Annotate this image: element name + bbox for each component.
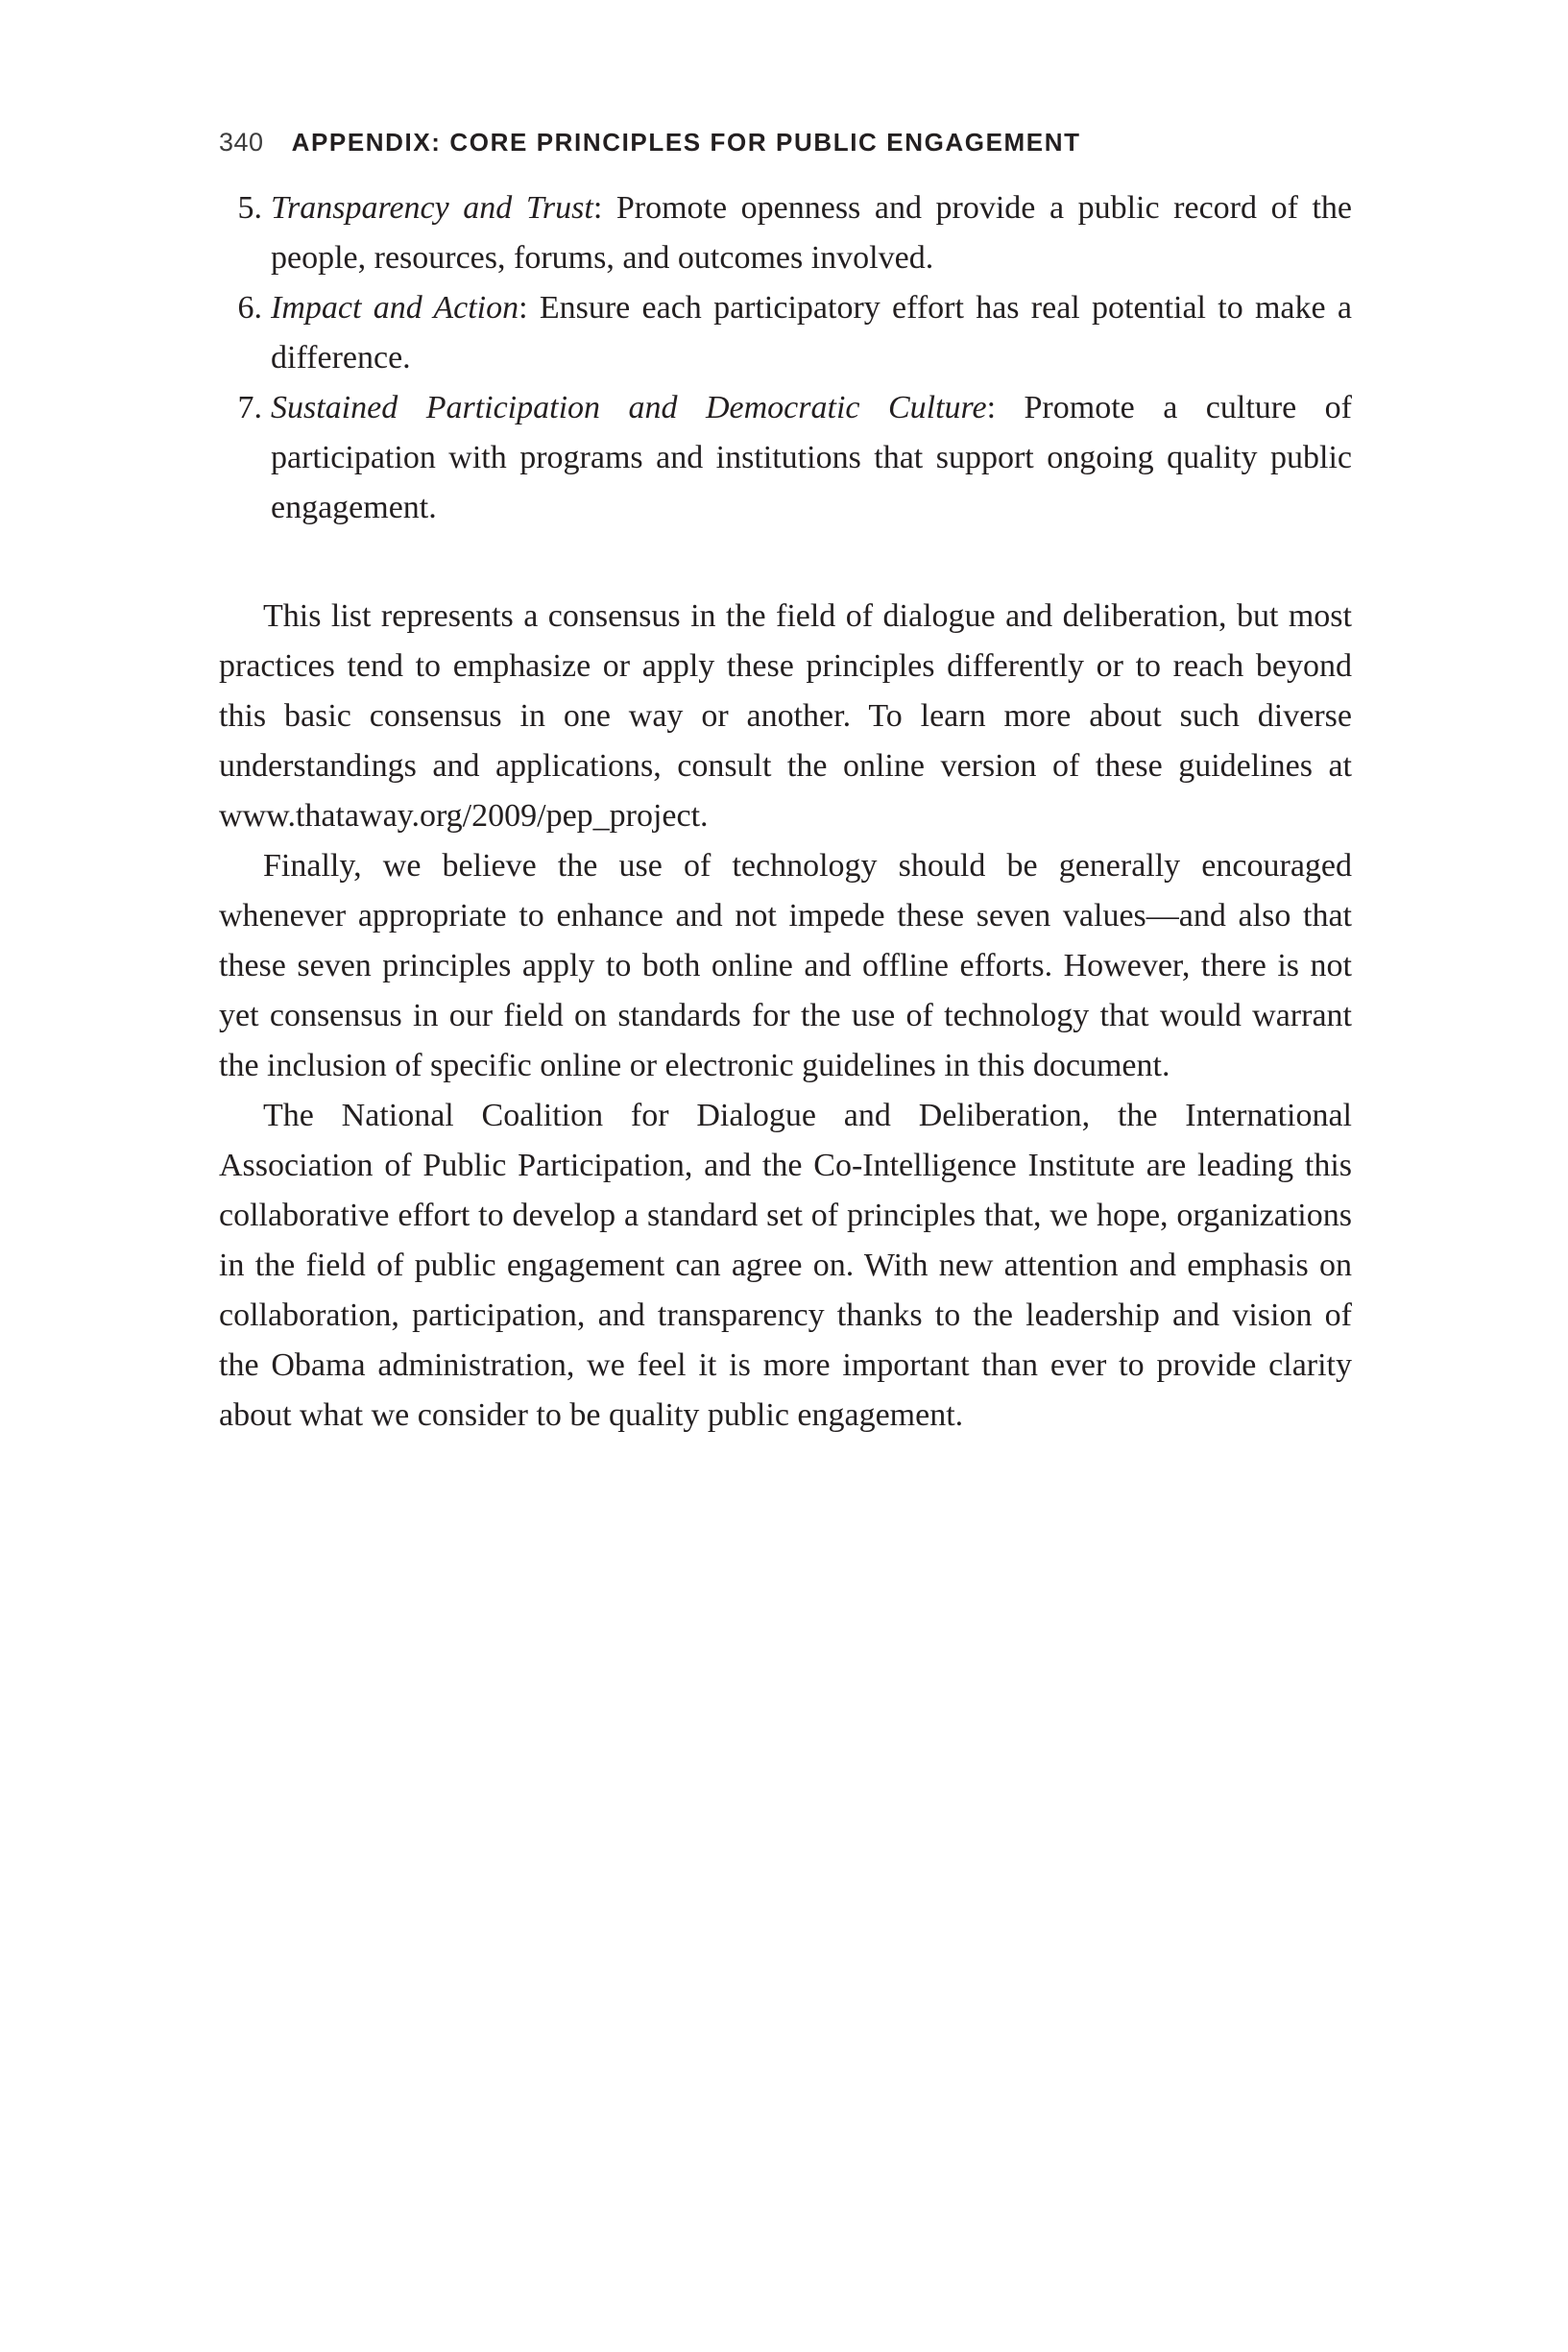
list-item-text: : Promote a culture of participation with programs and institutions that support ongoing quality public engagement.	[271, 390, 1352, 525]
body-paragraphs	[219, 592, 1352, 1441]
list-item-text: : Ensure each participatory effort has real potential to make a difference.	[271, 290, 1352, 376]
paragraph: This list represents a consensus in the field of dialogue and deliberation, but most practices tend to emphasize or apply these principles differently or to reach beyond this basic consensus in one way or another. To learn more about such diverse understandings and applications, consult the online version of these guidelines at www.thataway.org/2009/pep_project.	[219, 598, 1352, 834]
list-item-7	[219, 383, 1352, 533]
list-item-6	[219, 283, 1352, 383]
paragraph: The National Coalition for Dialogue and Deliberation, the International Association of Public Participation, and the Co-Intelligence Institute are leading this collaborative effort to develop a standard set of principles that, we hope, organizations in the field of public engagement can agree on. With new attention and emphasis on collaboration, participation, and transparency thanks to the leadership and vision of the Obama administration, we feel it is more important than ever to provide clarity about what we consider to be quality public engagement.	[219, 1098, 1352, 1433]
list-item-title: Transparency and Trust	[271, 190, 593, 226]
list-item-number: 5.	[237, 190, 262, 226]
list-item-text: : Promote openness and provide a public record of the people, resources, forums, and outcomes involved.	[271, 190, 1352, 276]
list-item-title: Impact and Action	[271, 290, 519, 326]
running-head-title: APPENDIX: CORE PRINCIPLES FOR PUBLIC ENGAGEMENT	[291, 128, 1081, 157]
principles-list	[219, 183, 1352, 533]
page-content	[219, 183, 1352, 1441]
running-head	[219, 128, 1352, 158]
list-item-number: 6.	[237, 290, 262, 326]
page-number: 340	[219, 128, 264, 157]
paragraph: Finally, we believe the use of technology should be generally encouraged whenever appropriate to enhance and not impede these seven values—and also that these seven principles apply to both online and offline efforts. However, there is not yet consensus in our field on standards for the use of technology that would warrant the inclusion of specific online or electronic guidelines in this document.	[219, 848, 1352, 1083]
list-item-number: 7.	[237, 390, 262, 425]
list-item-title: Sustained Participation and Democratic Culture	[271, 390, 987, 425]
list-item-5	[219, 183, 1352, 283]
